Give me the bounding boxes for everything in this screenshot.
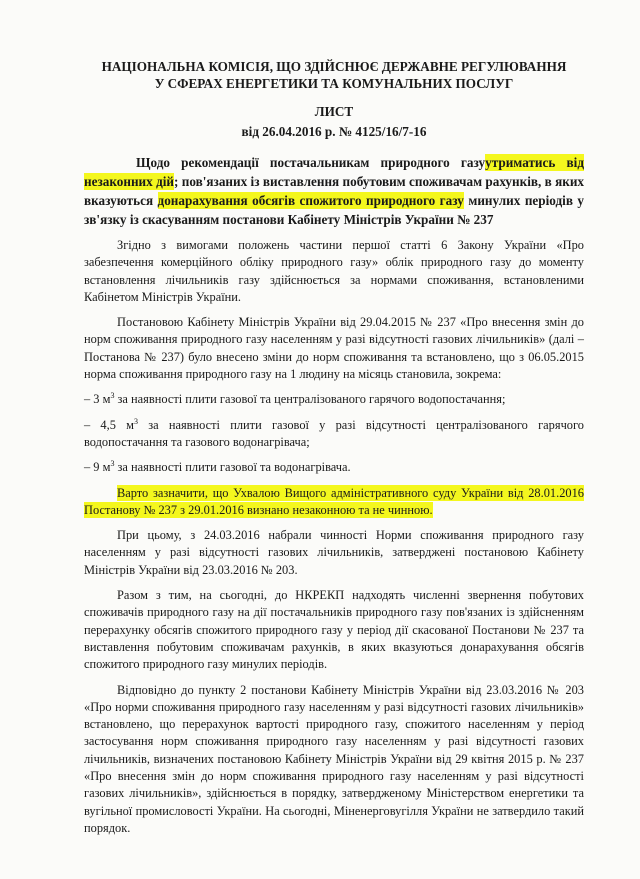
issuer-line-2: У СФЕРАХ ЕНЕРГЕТИКИ ТА КОМУНАЛЬНИХ ПОСЛУГ bbox=[154, 76, 514, 91]
subject-part-3: минулих періодів у зв'язку із скасуванням постанови Кабінету Міністрів України № 237 bbox=[84, 193, 585, 227]
subject-part-2: ; пов'язаних із виставлення побутовим споживачам рахунків, в яких вказуються bbox=[84, 174, 585, 208]
subject-part-1: Щодо рекомендації постачальникам природного газу bbox=[136, 155, 486, 170]
norm-item-3 bbox=[84, 459, 584, 476]
paragraph-5: Відповідно до пункту 2 постанови Кабінету Міністрів України від 23.03.2016 № 203 «Про норми споживання природного газу населенням у разі відсутності газових лічильників» встановлено, що перерахунок вартості природного газу, спожитого населенням у період застосування норм споживання природного газу населенням у разі відсутності газових лічильників, визначених постановою Кабінету Міністрів України від 29 квітня 2015 р. № 237 «Про внесення змін до норм споживання природного газу населенням у разі відсутності газових лічильників», здійснюється в порядку, затвердженому Міністерством енергетики та вугільної промисловості України. На сьогодні, Міненерговугілля України не затвердило такий порядок. bbox=[84, 682, 584, 835]
norm-item-2-sup: 3 bbox=[133, 416, 138, 426]
norm-item-2 bbox=[84, 417, 584, 452]
subject bbox=[84, 153, 584, 229]
norm-item-1-value: – 3 м bbox=[84, 392, 111, 407]
subject-highlight-2: донарахування обсягів спожитого природного газу bbox=[157, 193, 464, 208]
paragraph-2: Постановою Кабінету Міністрів України від 29.04.2015 № 237 «Про внесення змін до норм споживання природного газу населенням у разі відсутності газових лічильників» (далі – Постанова № 237) було внесено зміни до норм споживання та встановлено, що з 06.05.2015 норма споживання природного газу на 1 людину на місяць становила, зокрема: bbox=[84, 315, 584, 382]
issuer-line-1: НАЦІОНАЛЬНА КОМІСІЯ, ЩО ЗДІЙСНЮЄ ДЕРЖАВНЕ РЕГУЛЮВАННЯ bbox=[101, 59, 567, 74]
document-type: ЛИСТ bbox=[314, 104, 354, 119]
issuer-heading bbox=[84, 58, 584, 92]
norm-item-2-value: – 4,5 м bbox=[84, 417, 134, 432]
norm-item-3-value: – 9 м bbox=[84, 460, 111, 475]
norm-item-1 bbox=[84, 391, 584, 408]
subject-highlight-1: утриматись від незаконних дій bbox=[84, 155, 585, 189]
norm-item-1-sup: 3 bbox=[110, 391, 115, 401]
norm-item-3-sup: 3 bbox=[110, 459, 115, 469]
norm-item-1-text: за наявності плити газової та централізованого гарячого водопостачання; bbox=[114, 392, 506, 407]
paragraph-3: При цьому, з 24.03.2016 набрали чинності Норми споживання природного газу населенням у разі відсутності газових лічильників, затверджені постановою Кабінету Міністрів України від 23.03.2016 № 203. bbox=[84, 528, 584, 577]
norm-item-2-text: за наявності плити газової у разі відсутності централізованого гарячого водопостачання та газового водонагрівача; bbox=[84, 417, 584, 449]
paragraph-4: Разом з тим, на сьогодні, до НКРЕКП надходять численні звернення побутових споживачів природного газу на дії постачальників природного газу пов'язаних із здійсненням перерахунку обсягів спожитого природного газу у період дії скасованої Постанови № 237 та виставлення побутовим споживачам рахунків, в яких вказуються донарахування обсягів спожитого природного газу минулих періодів. bbox=[84, 588, 584, 672]
paragraph-1: Згідно з вимогами положень частини першої статті 6 Закону України «Про забезпечення комерційного обліку природного газу» облік природного газу до моменту встановлення лічильників газу здійснюється за нормами споживання, встановленими Кабінетом Міністрів України. bbox=[84, 238, 584, 304]
highlighted-paragraph bbox=[84, 485, 584, 520]
norm-item-3-text: за наявності плити газової та водонагрівача. bbox=[114, 460, 351, 475]
court-ruling-highlight: Варто зазначити, що Ухвалою Вищого адміністративного суду України від 28.01.2016 Постанову № 237 з 29.01.2016 визнано незаконною та не чинною. bbox=[84, 485, 584, 517]
date-number: від 26.04.2016 р. № 4125/16/7-16 bbox=[241, 124, 427, 139]
